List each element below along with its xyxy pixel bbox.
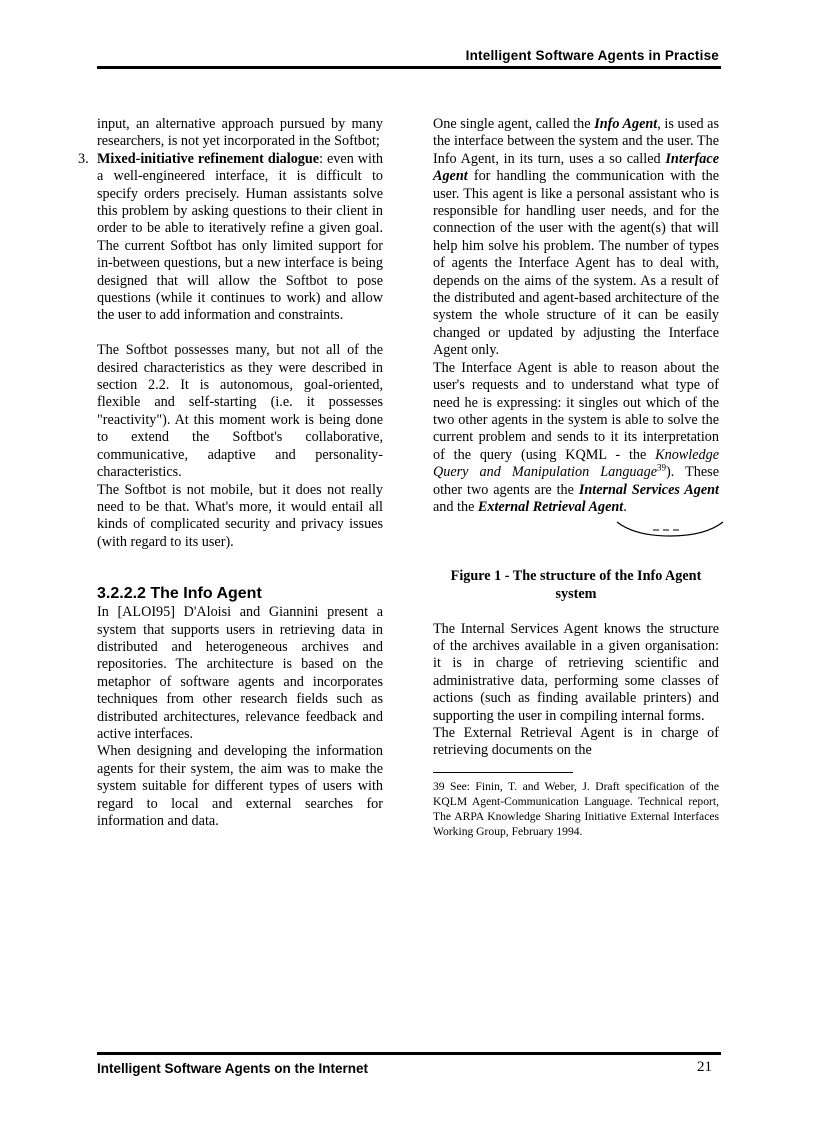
footnote-reference: 39	[657, 462, 667, 473]
list-item-term: Mixed-initiative refinement dialogue	[97, 150, 320, 167]
header-rule	[97, 66, 721, 69]
running-footer: Intelligent Software Agents on the Internet	[97, 1061, 369, 1076]
term-info-agent: Info Agent	[594, 116, 658, 132]
right-column	[433, 116, 719, 839]
figure-image	[433, 516, 719, 552]
paragraph-interface-agent-reasoning: The Interface Agent is able to reason about the user's requests and to understand what type of need he is expressing: it singles out which of the two other agents in the system is able to solve the current problem and sends to it its interpretation of the query (using KQML - the Knowledge Query and Manipulation Language$^{39}$). These other two agents are the Internal Services Agent and the External Retrieval Agent.	[433, 359, 719, 515]
footnote-text: See: Finin, T. and Weber, J. Draft specification of the KQLM Agent-Communication Language. Technical report, The ARPA Knowledge Sharing Initiative External Interfaces Working Group, February 1994.	[433, 779, 719, 838]
term-internal-services-agent: Internal Services Agent	[578, 481, 719, 498]
paragraph-intro: input, an alternative approach pursued by many researchers, is not yet incorporated in the Softbot;	[97, 116, 383, 150]
paragraph-info-agent-design: When designing and developing the information agents for their system, the aim was to make the system suitable for different types of users with regard to local and external searches for information and data.	[97, 743, 383, 830]
figure-caption: Figure 1 - The structure of the Info Agent system	[450, 568, 702, 602]
paragraph-softbot-characteristics: The Softbot possesses many, but not all of the desired characteristics as they were described in section 2.2. It is autonomous, goal-oriented, flexible and self-starting (i.e. it possesses "reactivity"). At this moment work is being done to extend the Softbot's collaborative, communicative, adaptive and personality-characteristics.	[97, 342, 383, 481]
footnote-rule	[433, 772, 573, 773]
paragraph-info-agent-intro: In [ALOI95] D'Aloisi and Giannini present a system that supports users in retrieving data in distributed and heterogeneous archives and repositories. The architecture is based on the metaphor of software agents and incorporates techniques from other research fields such as distributed architectures, relevance feedback and active interfaces.	[97, 604, 383, 742]
list-item-text: : even with a well-engineered interface, it is difficult to specify orders precisely. Human assistants solve this problem by asking questions to their client in order to be able to iteratively refine a given goal. The current Softbot has only limited support for in-between questions, but a new interface is being designed that will allow the Softbot to pose questions (while it continues to work) and allow the user to add information and constraints.	[97, 150, 383, 324]
section-heading: 3.2.2.2 The Info Agent	[97, 585, 262, 603]
list-number: 3.	[78, 150, 89, 167]
footer-rule	[97, 1052, 721, 1055]
footnote-number: 39	[433, 779, 445, 793]
term-interface-agent: Interface Agent	[433, 150, 719, 185]
running-header: Intelligent Software Agents in Practise	[465, 48, 719, 63]
paragraph-internal-services-agent: The Internal Services Agent knows the structure of the archives available in a given organisation: it is in charge of retrieving scientific and administrative data, performing some classes of actions (such as finding available printers) and supporting the user in compiling internal forms.	[433, 620, 719, 724]
figure-fragment-graphic	[615, 518, 725, 548]
paragraph-softbot-mobility: The Softbot is not mobile, but it does not really need to be that. What's more, it would entail all kinds of complicated security and privacy issues (with regard to its user).	[97, 481, 383, 550]
paragraph-external-retrieval-agent: The External Retrieval Agent is in charge of retrieving documents on the	[433, 724, 719, 759]
paragraph-info-agent-interface: One single agent, called the Info Agent, is used as the interface between the system and the user. The Info Agent, in its turn, uses a so called Interface Agent for handling the communication with the user. This agent is like a personal assistant who is responsible for handling user needs, and for the connection of the user with the agent(s) that will help him solve his problem. The number of types of agents the Interface Agent has to deal with, depends on the aims of the system. As a result of the distributed and agent-based architecture of the system the whole structure of it can be easily changed or updated by adjusting the Interface Agent only.	[433, 116, 719, 359]
list-item-3	[78, 150, 383, 325]
term-external-retrieval-agent: External Retrieval Agent	[477, 498, 624, 515]
page-number: 21	[697, 1059, 712, 1075]
footnote	[433, 779, 719, 839]
term-kqml: Knowledge Query and Manipulation Language	[433, 446, 719, 481]
left-column	[78, 116, 383, 830]
